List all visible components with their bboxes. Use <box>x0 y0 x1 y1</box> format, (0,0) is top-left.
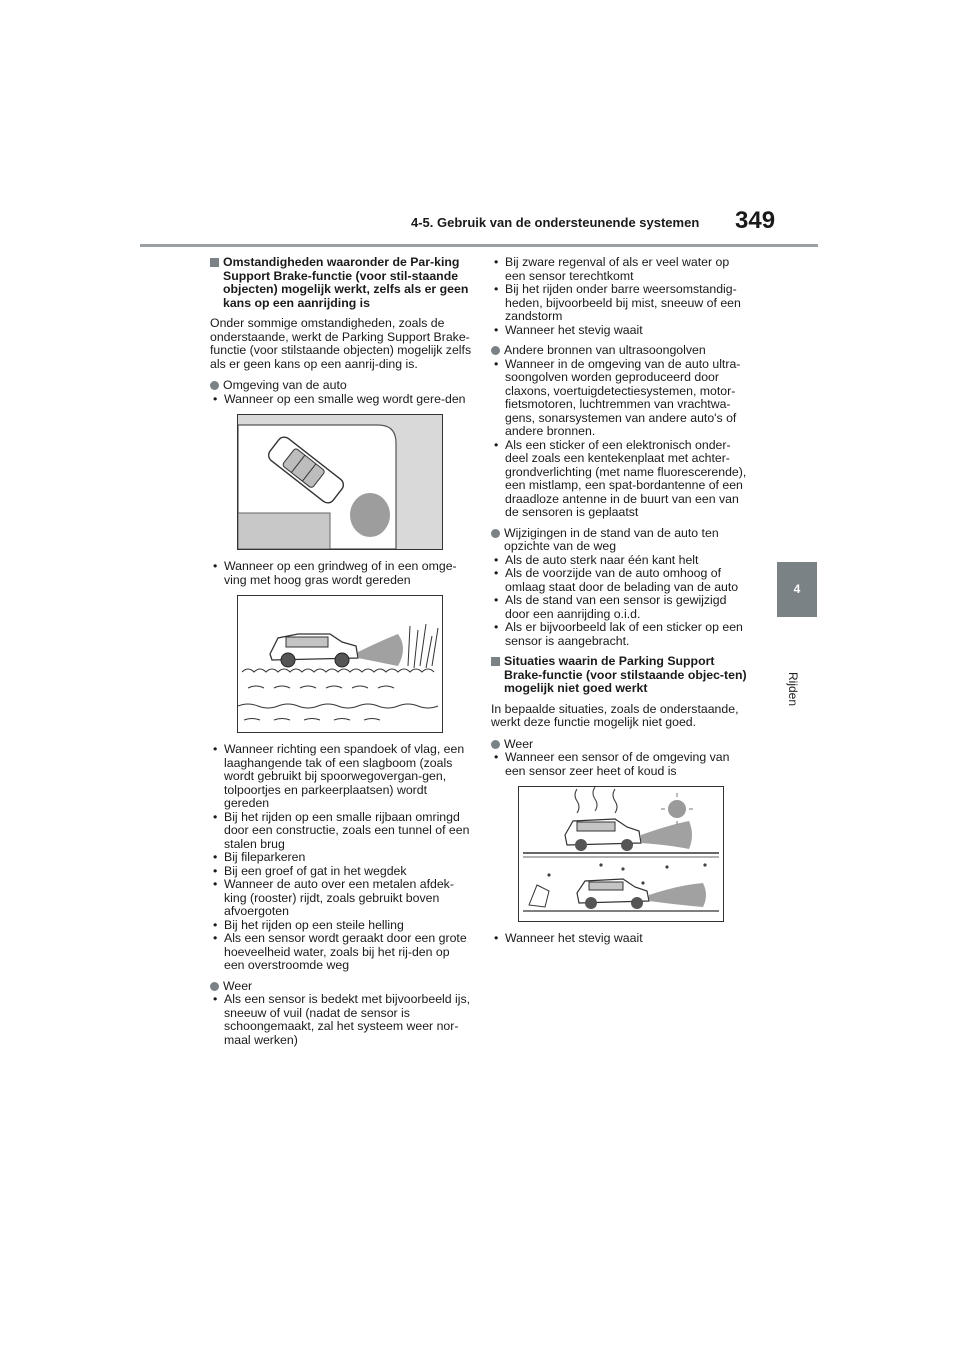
intro-paragraph: Onder sommige omstandigheden, zoals de onderstaande, werkt de Parking Support Brake-functie (voor stilstaande objecten) mogelijk zelfs als er geen kans op een aanrij-ding is. <box>210 316 472 371</box>
chapter-tab: 4 <box>777 562 817 617</box>
list-item: • Wanneer de auto over een metalen afdek-king (rooster) rijdt, zoals gebruikt boven afvoergoten <box>210 878 472 919</box>
section-heading-malfunction: Situaties waarin de Parking Support Brake-functie (voor stilstaande objec-ten) mogelijk niet goed werkt <box>491 655 753 696</box>
list-item: • Bij zware regenval of als er veel water op een sensor terechtkomt <box>491 256 753 283</box>
subheading-vehicle-position: Wijzigingen in de stand van de auto ten opzichte van de weg <box>491 527 753 554</box>
list-item: • Als de stand van een sensor is gewijzigd door een aanrijding o.i.d. <box>491 594 753 621</box>
bullet-list-surroundings <box>210 743 472 973</box>
subheading-surroundings: Omgeving van de auto <box>210 379 472 393</box>
list-item: • Als een sticker of een elektronisch onder-deel zoals een kentekenplaat met achter-grondverlichting (met name fluorescerende), een mistlamp, een spat-bordantenne of een draadloze antenne in de buurt van een van de sensoren is geplaatst <box>491 439 753 520</box>
list-item: • Bij het rijden onder barre weersomstandig-heden, bijvoorbeeld bij mist, sneeuw of een zandstorm <box>491 283 753 324</box>
bullet-list-weather <box>491 256 753 337</box>
section-heading: Omstandigheden waaronder de Par-king Support Brake-functie (voor stil-staande objecten) mogelijk werkt, zelfs als er geen kans op een aanrijding is <box>210 256 472 310</box>
bullet-gravel-road: • Wanneer op een grindweg of in een omge-ving met hoog gras wordt gereden <box>210 560 472 587</box>
list-item: • Wanneer het stevig waait <box>491 324 753 338</box>
header-rule <box>140 244 818 247</box>
list-item: • Bij het rijden op een smalle rijbaan omringd door een constructie, zoals een tunnel of een stalen brug <box>210 811 472 852</box>
section-title: 4-5. Gebruik van de ondersteunende systemen <box>411 215 700 230</box>
list-item: • Wanneer richting een spandoek of vlag, een laaghangende tak of een slagboom (zoals wordt gebruikt bij spoorwegovergan-gen, tolpoortjes en parkeerplaatsen) wordt gereden <box>210 743 472 811</box>
right-column <box>491 256 753 946</box>
list-item: • Als er bijvoorbeeld lak of een sticker op een sensor is aangebracht. <box>491 621 753 648</box>
subheading-ultrasound: Andere bronnen van ultrasoongolven <box>491 344 753 358</box>
left-column <box>210 256 472 1047</box>
bullet-hot-cold: • Wanneer een sensor of de omgeving van een sensor zeer heet of koud is <box>491 751 753 778</box>
chapter-label: Rijden <box>786 672 800 707</box>
figure-weather <box>518 786 724 922</box>
bullet-covered-sensor: • Als een sensor is bedekt met bijvoorbeeld ijs, sneeuw of vuil (nadat de sensor is schoongemaakt, zal het systeem weer nor-maal werken) <box>210 993 472 1047</box>
sensor-wave-illustration <box>350 493 390 537</box>
list-item: • Bij een groef of gat in het wegdek <box>210 865 472 879</box>
bullet-narrow-road: • Wanneer op een smalle weg wordt gere-den <box>210 393 472 407</box>
subheading-weather-2: Weer <box>491 738 753 752</box>
bullet-list-vehicle-position <box>491 554 753 649</box>
sun-icon <box>668 800 686 818</box>
list-item: • Als de auto sterk naar één kant helt <box>491 554 753 568</box>
list-item: • Bij fileparkeren <box>210 851 472 865</box>
bullet-strong-wind: • Wanneer het stevig waait <box>491 932 753 946</box>
figure-narrow-road <box>237 414 443 550</box>
figure-gravel-road <box>237 595 443 733</box>
bullet-list-ultrasound <box>491 358 753 520</box>
list-item: • Wanneer in de omgeving van de auto ultra-soongolven worden geproduceerd door claxons, voertuigdetectiesystemen, motor-fietsmotoren, luchtremmen van vrachtwa-gens, sonarsystemen van andere auto's of andere bronnen. <box>491 358 753 439</box>
subheading-weather: Weer <box>210 980 472 994</box>
list-item: • Bij het rijden op een steile helling <box>210 919 472 933</box>
intro-paragraph-malfunction: In bepaalde situaties, zoals de onderstaande, werkt deze functie mogelijk niet goed. <box>491 701 739 729</box>
page-number: 349 <box>735 207 776 234</box>
list-item: • Als de voorzijde van de auto omhoog of omlaag staat door de belading van de auto <box>491 567 753 594</box>
list-item: • Als een sensor wordt geraakt door een grote hoeveelheid water, zoals bij het rij-den op een overstroomde weg <box>210 932 472 973</box>
